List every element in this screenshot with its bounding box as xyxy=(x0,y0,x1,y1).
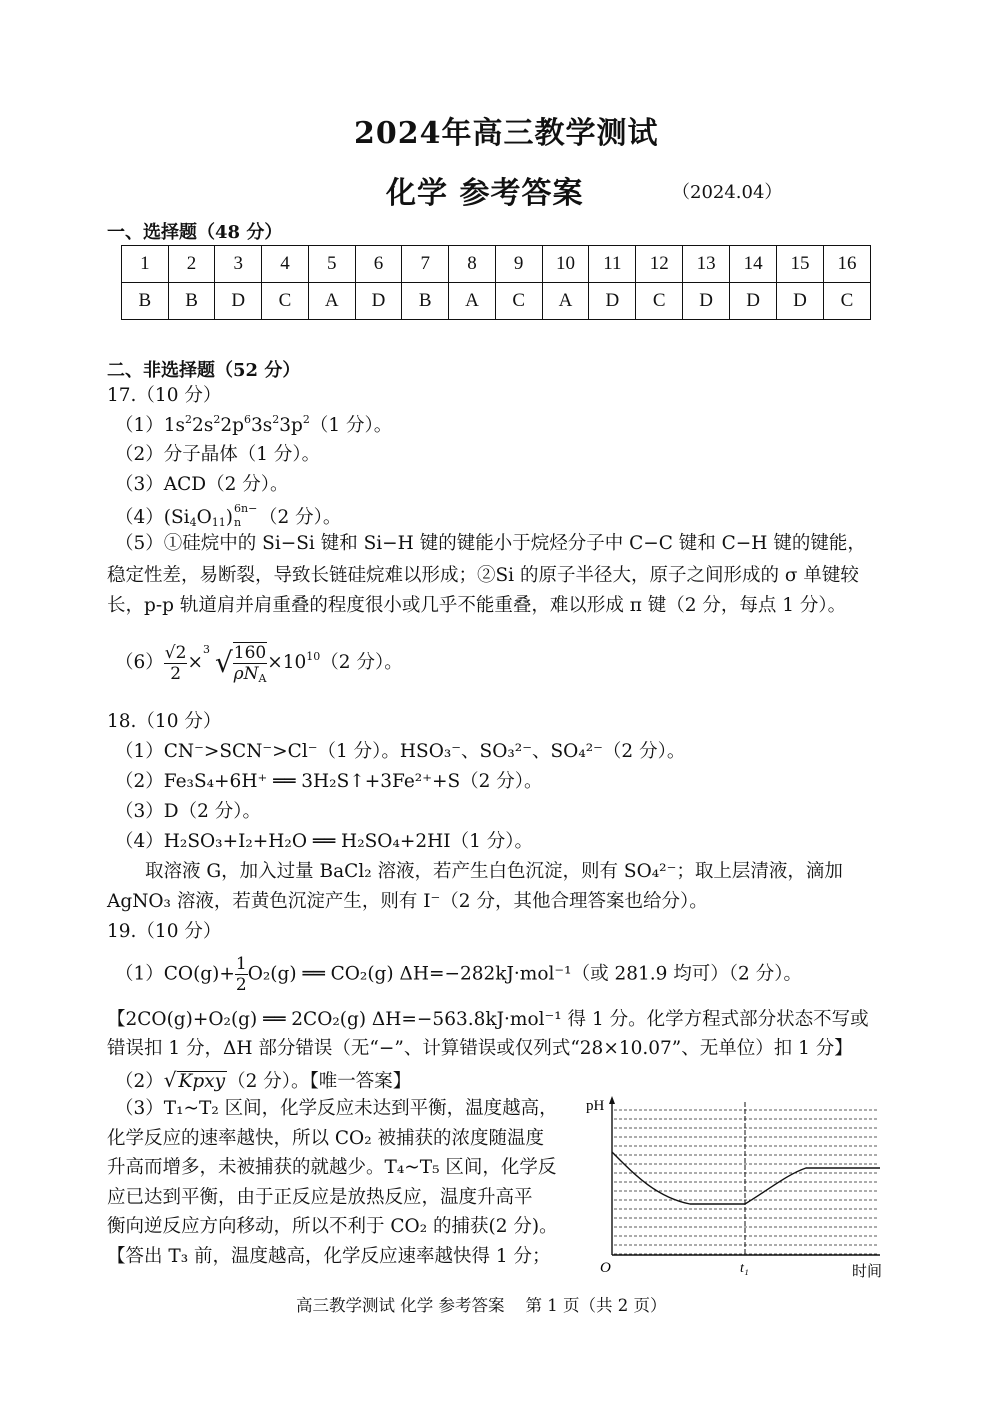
q18-part1: （1）CN⁻>SCN⁻>Cl⁻（1 分）。HSO₃⁻、SO₃²⁻、SO₄²⁻（2 分）。 xyxy=(115,741,686,762)
answer-table-number-cell: 12 xyxy=(636,246,683,283)
answer-table-number-cell: 3 xyxy=(215,246,262,283)
answer-table-answer-cell: C xyxy=(495,283,542,320)
answer-table-answer-cell: D xyxy=(683,283,730,320)
answer-table-answer-cell: C xyxy=(262,283,309,320)
answer-table-answer-cell: D xyxy=(730,283,777,320)
q17-part5-line3: 长，p-p 轨道肩并肩重叠的程度很小或几乎不能重叠，难以形成 π 键（2 分，每点 1 分）。 xyxy=(107,595,847,616)
chart-grid xyxy=(614,1110,878,1254)
answer-table-answer-cell: B xyxy=(122,283,169,320)
q19-part3-line3: 升高而增多，未被捕获的就越少。T₄~T₅ 区间，化学反 xyxy=(107,1157,557,1178)
answer-table-number-row xyxy=(122,246,871,283)
q17-part5-line2: 稳定性差，易断裂，导致长链硅烷难以形成；②Si 的原子半径大，原子之间形成的 σ 单键较 xyxy=(107,565,859,586)
exam-date: （2024.04） xyxy=(672,182,783,203)
q17-part5-line1: （5）①硅烷中的 Si−Si 键和 Si−H 键的键能小于烷烃分子中 C−C 键和 C−H 键的键能， xyxy=(115,533,866,554)
sqrt2-over-2-fraction: $\frac{√2}{2}$ xyxy=(164,642,187,684)
chart-xlabel: 时间 xyxy=(852,1264,883,1280)
answer-table-answer-cell: D xyxy=(777,283,824,320)
answer-table-answer-row xyxy=(122,283,871,320)
chart-ylabel: pH xyxy=(586,1098,605,1114)
answer-table-number-cell: 8 xyxy=(449,246,496,283)
chart-origin-label: O xyxy=(600,1260,611,1276)
answer-table-number-cell: 2 xyxy=(168,246,215,283)
page-subtitle: 化学 参考答案 xyxy=(386,176,584,211)
chart-ph-curve xyxy=(612,1152,880,1204)
q19-part3-line5: 衡向逆反应方向移动，所以不利于 CO₂ 的捕获(2 分)。 xyxy=(107,1216,558,1237)
q18-part2: （2）Fe₃S₄+6H⁺ ══ 3H₂S↑+3Fe²⁺+S（2 分）。 xyxy=(115,771,543,792)
q17-part2: （2）分子晶体（1 分）。 xyxy=(115,444,321,465)
q18-part4: （4）H₂SO₃+I₂+H₂O ══ H₂SO₄+2HI（1 分）。 xyxy=(115,831,533,852)
q19-part3-line1: （3）T₁~T₂ 区间，化学反应未达到平衡，温度越高， xyxy=(115,1098,558,1119)
answer-table xyxy=(121,245,871,320)
q19-part3-line4: 应已达到平衡，由于正反应是放热反应，温度升高平 xyxy=(107,1187,533,1208)
q17-part4: $(4)(Si_4O_{11})$ 6n− n （2 分）。 xyxy=(115,502,342,529)
one-half-fraction: $\frac{1}{2}$ xyxy=(235,954,247,995)
cube-root: 3 √ $\frac{160}{\rho N_A}$ xyxy=(202,643,267,685)
q19-part3-line2: 化学反应的速率越快，所以 CO₂ 被捕获的浓度随温度 xyxy=(107,1128,545,1149)
answer-table-answer-cell: A xyxy=(308,283,355,320)
answer-table-number-cell: 15 xyxy=(777,246,824,283)
q17-part6: （6） $\frac{√2}{2}$ × 3 √ $\frac{160}{\rho N_A}$ $\times 10^{10}(2$ 分）。 xyxy=(115,642,403,685)
answer-table-answer-cell: A xyxy=(449,283,496,320)
q17-title: 17.（10 分） xyxy=(107,385,222,406)
answer-table-number-cell: 13 xyxy=(683,246,730,283)
answer-table-answer-cell: A xyxy=(542,283,589,320)
chart-y-axis-arrow xyxy=(609,1096,615,1104)
q19-part3-line6: 【答出 T₃ 前，温度越高，化学反应速率越快得 1 分； xyxy=(107,1246,551,1267)
answer-table-number-cell: 6 xyxy=(355,246,402,283)
q18-part3: （3）D（2 分）。 xyxy=(115,801,262,822)
answer-table-answer-cell: D xyxy=(589,283,636,320)
answer-table-number-cell: 9 xyxy=(495,246,542,283)
q18-title: 18.（10 分） xyxy=(107,711,222,732)
q19-part1-note2: 错误扣 1 分，ΔH 部分错误（无“−”、计算错误或仅列式“28×10.07”、无单位）扣 1 分】 xyxy=(107,1038,853,1059)
answer-table-number-cell: 10 xyxy=(542,246,589,283)
answer-table-number-cell: 1 xyxy=(122,246,169,283)
q17-part3: （3）ACD（2 分）。 xyxy=(115,474,289,495)
answer-table-answer-cell: B xyxy=(402,283,449,320)
section-heading-choice: 一、选择题（48 分） xyxy=(107,222,283,243)
page-footer: 高三教学测试 化学 参考答案 第 1 页（共 2 页） xyxy=(296,1296,667,1315)
answer-table-answer-cell: C xyxy=(823,283,870,320)
chart-xtick-t1: t₁ xyxy=(740,1261,749,1276)
page-title: 2024年高三教学测试 xyxy=(354,116,659,151)
q18-part4-detail2: AgNO₃ 溶液，若黄色沉淀产生，则有 I⁻（2 分，其他合理答案也给分）。 xyxy=(107,891,708,912)
answer-table-answer-cell: D xyxy=(355,283,402,320)
q17-part1: $(1)1s^22s^22p^63s^23p^2(1$ 分）。 xyxy=(115,413,393,436)
answer-table-number-cell: 11 xyxy=(589,246,636,283)
answer-table-answer-cell: B xyxy=(168,283,215,320)
ph-time-chart xyxy=(580,1092,890,1282)
q19-title: 19.（10 分） xyxy=(107,921,222,942)
answer-table-answer-cell: C xyxy=(636,283,683,320)
q19-part1-note1: 【2CO(g)+O₂(g) ══ 2CO₂(g) ΔH=−563.8kJ·mol⁻¹ 得 1 分。化学方程式部分状态不写或 xyxy=(107,1009,869,1030)
answer-table-number-cell: 4 xyxy=(262,246,309,283)
q19-part2: （2）√ Kpxy （2 分）。【唯一答案】 xyxy=(115,1068,412,1092)
answer-table-number-cell: 5 xyxy=(308,246,355,283)
section-heading-nonchoice: 二、非选择题（52 分） xyxy=(107,360,301,381)
answer-table-number-cell: 7 xyxy=(402,246,449,283)
answer-table-answer-cell: D xyxy=(215,283,262,320)
q18-part4-detail1: 取溶液 G，加入过量 BaCl₂ 溶液，若产生白色沉淀，则有 SO₄²⁻；取上层清液，滴加 xyxy=(145,861,843,882)
answer-table-number-cell: 16 xyxy=(823,246,870,283)
answer-table-number-cell: 14 xyxy=(730,246,777,283)
q19-part1: （1）CO(g)+ $\frac{1}{2}$ O₂(g) ══ CO₂(g) ΔH=−282kJ·mol⁻¹（或 281.9 均可）（2 分）。 xyxy=(115,954,802,995)
